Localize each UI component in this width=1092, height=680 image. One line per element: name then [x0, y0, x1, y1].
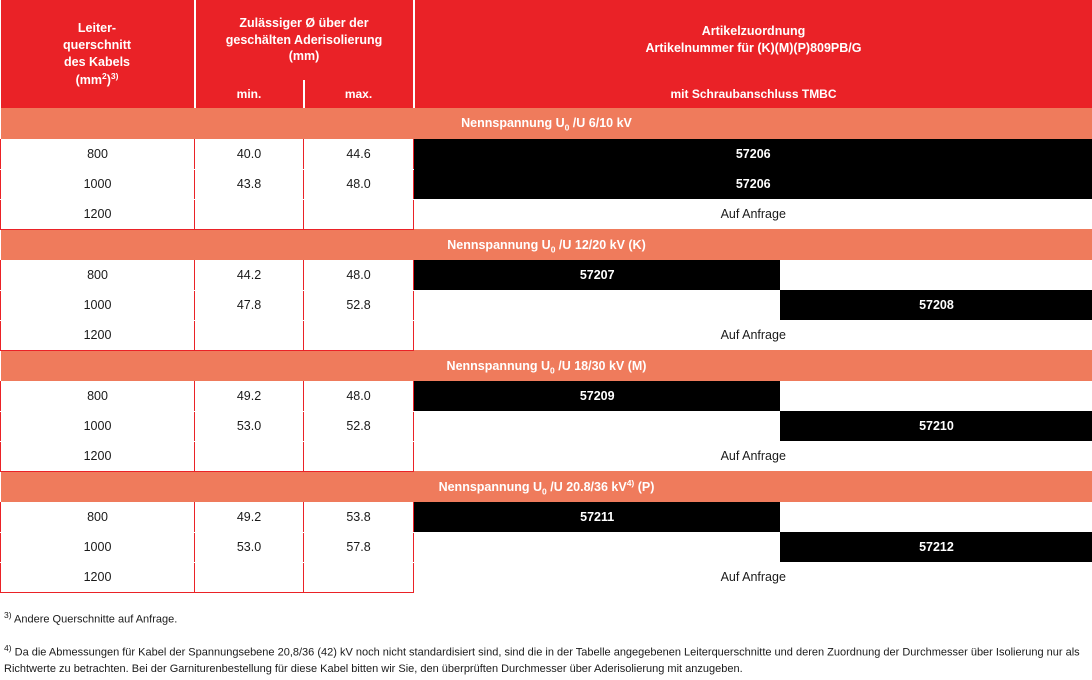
header-unit-superscript: 2: [101, 70, 107, 81]
article-on-request: Auf Anfrage: [414, 562, 1092, 592]
article-bar-group: [414, 260, 1092, 290]
section-band-label: Nennspannung $U_0$ /U 18/30 kV (M): [1, 350, 1092, 381]
cell-diameter-min: 53.0: [195, 532, 304, 562]
header-screw-connection: mit Schraubanschluss TMBC: [414, 80, 1092, 108]
footnote-3-marker: 3): [4, 609, 12, 620]
table-row: [1, 139, 1092, 169]
article-on-request: Auf Anfrage: [414, 199, 1092, 229]
header-diameter-unit: (mm): [288, 49, 320, 64]
cell-cross-section: 800: [1, 139, 195, 169]
article-bar: [780, 381, 1092, 411]
cell-diameter-min: 49.2: [195, 502, 304, 532]
article-bar: 57206: [414, 169, 1092, 199]
cell-diameter-max: 53.8: [304, 502, 414, 532]
header-article-line-1: Artikelzuordnung: [701, 24, 806, 39]
table-row: [1, 169, 1092, 199]
cell-cross-section: 800: [1, 502, 195, 532]
cell-cross-section: 1000: [1, 290, 195, 320]
cell-diameter-max: 48.0: [304, 260, 414, 290]
article-bar: 57210: [780, 411, 1092, 441]
cell-cross-section: 800: [1, 260, 195, 290]
cell-diameter-min: 40.0: [195, 139, 304, 169]
table-row: [1, 320, 1092, 350]
header-line-3: des Kabels: [63, 54, 130, 69]
article-on-request: Auf Anfrage: [414, 320, 1092, 350]
section-band-label: Nennspannung $U_0$ /U 6/10 kV: [1, 108, 1092, 139]
cell-cross-section: 1000: [1, 532, 195, 562]
cell-cross-section: 800: [1, 381, 195, 411]
table-row: [1, 260, 1092, 290]
table-header: [1, 0, 1092, 108]
cell-diameter-max: 48.0: [304, 169, 414, 199]
header-diameter-line-1: Zulässiger Ø über der: [239, 15, 369, 30]
article-bar-group: [414, 169, 1092, 199]
table-row: [1, 411, 1092, 441]
header-line-1: Leiter-: [77, 20, 117, 35]
cell-diameter-max: 44.6: [304, 139, 414, 169]
header-permissible-diameter: [195, 0, 414, 80]
cell-article-number: [414, 562, 1092, 592]
cell-diameter-max: 52.8: [304, 411, 414, 441]
article-bar: 57207: [414, 260, 780, 290]
table-row: [1, 381, 1092, 411]
cell-article-number: [414, 320, 1092, 350]
table-row: [1, 562, 1092, 592]
cell-diameter-min: [195, 562, 304, 592]
cell-cross-section: 1200: [1, 320, 195, 350]
article-bar: 57208: [780, 290, 1092, 320]
article-bar: [414, 290, 780, 320]
article-bar-group: [414, 381, 1092, 411]
cell-article-number: [414, 260, 1092, 290]
article-bar: [414, 532, 780, 562]
cell-diameter-max: [304, 562, 414, 592]
article-on-request: Auf Anfrage: [414, 441, 1092, 471]
cell-article-number: [414, 139, 1092, 169]
article-bar-group: [414, 441, 1092, 471]
cell-article-number: [414, 169, 1092, 199]
article-bar: [414, 411, 780, 441]
section-band: [1, 229, 1092, 260]
table-body: [1, 108, 1092, 592]
article-bar-group: [414, 562, 1092, 592]
header-min: min.: [195, 80, 304, 108]
cell-diameter-min: 47.8: [195, 290, 304, 320]
article-bar: 57212: [780, 532, 1092, 562]
cell-article-number: [414, 441, 1092, 471]
table-row: [1, 532, 1092, 562]
header-max: max.: [304, 80, 414, 108]
header-diameter-line-2: geschälten Aderisolierung: [225, 32, 383, 47]
cell-cross-section: 1000: [1, 169, 195, 199]
section-band: [1, 350, 1092, 381]
article-bar: [780, 502, 1092, 532]
cell-article-number: [414, 381, 1092, 411]
article-bar-group: [414, 532, 1092, 562]
footnote-4-marker: 4): [4, 643, 12, 654]
cell-diameter-max: 57.8: [304, 532, 414, 562]
cell-diameter-max: [304, 199, 414, 229]
article-bar: 57211: [414, 502, 780, 532]
section-band: [1, 108, 1092, 139]
header-article-assignment: [414, 0, 1092, 80]
header-footnote-marker: 3): [110, 70, 119, 81]
article-bar: 57209: [414, 381, 780, 411]
header-article-line-2: Artikelnummer für (K)(M)(P)809PB/G: [645, 41, 862, 55]
cell-diameter-min: 53.0: [195, 411, 304, 441]
header-line-4: $(mm^2)^{3)}$: [75, 70, 119, 87]
table-row: [1, 441, 1092, 471]
cell-cross-section: 1200: [1, 441, 195, 471]
article-bar: 57206: [414, 139, 1092, 169]
article-bar-group: [414, 199, 1092, 229]
footnote-3-text: Andere Querschnitte auf Anfrage.: [14, 613, 178, 626]
cell-article-number: [414, 411, 1092, 441]
cell-diameter-max: [304, 441, 414, 471]
cell-diameter-min: 44.2: [195, 260, 304, 290]
cell-article-number: [414, 532, 1092, 562]
article-bar-group: [414, 320, 1092, 350]
section-band-label: Nennspannung $U_0$ /U 12/20 kV (K): [1, 229, 1092, 260]
cell-diameter-min: [195, 199, 304, 229]
article-bar-group: [414, 411, 1092, 441]
cell-article-number: [414, 199, 1092, 229]
article-bar: [780, 260, 1092, 290]
article-bar-group: [414, 139, 1092, 169]
table-row: [1, 199, 1092, 229]
table-row: [1, 502, 1092, 532]
cell-article-number: [414, 290, 1092, 320]
cell-article-number: [414, 502, 1092, 532]
cell-diameter-max: 52.8: [304, 290, 414, 320]
cell-diameter-max: 48.0: [304, 381, 414, 411]
cell-diameter-min: [195, 441, 304, 471]
cell-cross-section: 1200: [1, 562, 195, 592]
header-conductor-cross-section: [1, 0, 195, 108]
cell-cross-section: 1000: [1, 411, 195, 441]
cell-diameter-max: [304, 320, 414, 350]
cell-diameter-min: [195, 320, 304, 350]
article-bar-group: [414, 502, 1092, 532]
footnotes: [0, 593, 1092, 678]
footnote-4-text: Da die Abmessungen für Kabel der Spannungsebene 20,8/36 (42) kV noch nicht standardisiert sind, sind die in der Tabelle angegebenen Leiterquerschnitte und deren Zuordnung der Durchmesser über Isolierung nur als Richtwerte zu betrachten. Bei der Garniturenbestellung für diese Kabel bitten wir Sie, den überprüften Durchmesser über Aderisolierung mit anzugeben.: [4, 646, 1080, 675]
cell-diameter-min: 49.2: [195, 381, 304, 411]
cell-cross-section: 1200: [1, 199, 195, 229]
footnote-3: [4, 609, 1088, 629]
section-band: [1, 471, 1092, 502]
section-band-label: Nennspannung $U_0$ /U 20.8/36 $kV^{4)}$ (P): [1, 471, 1092, 502]
footnote-4: [4, 642, 1088, 678]
cell-diameter-min: 43.8: [195, 169, 304, 199]
article-bar-group: [414, 290, 1092, 320]
table-row: [1, 290, 1092, 320]
header-line-2: querschnitt: [62, 37, 132, 52]
